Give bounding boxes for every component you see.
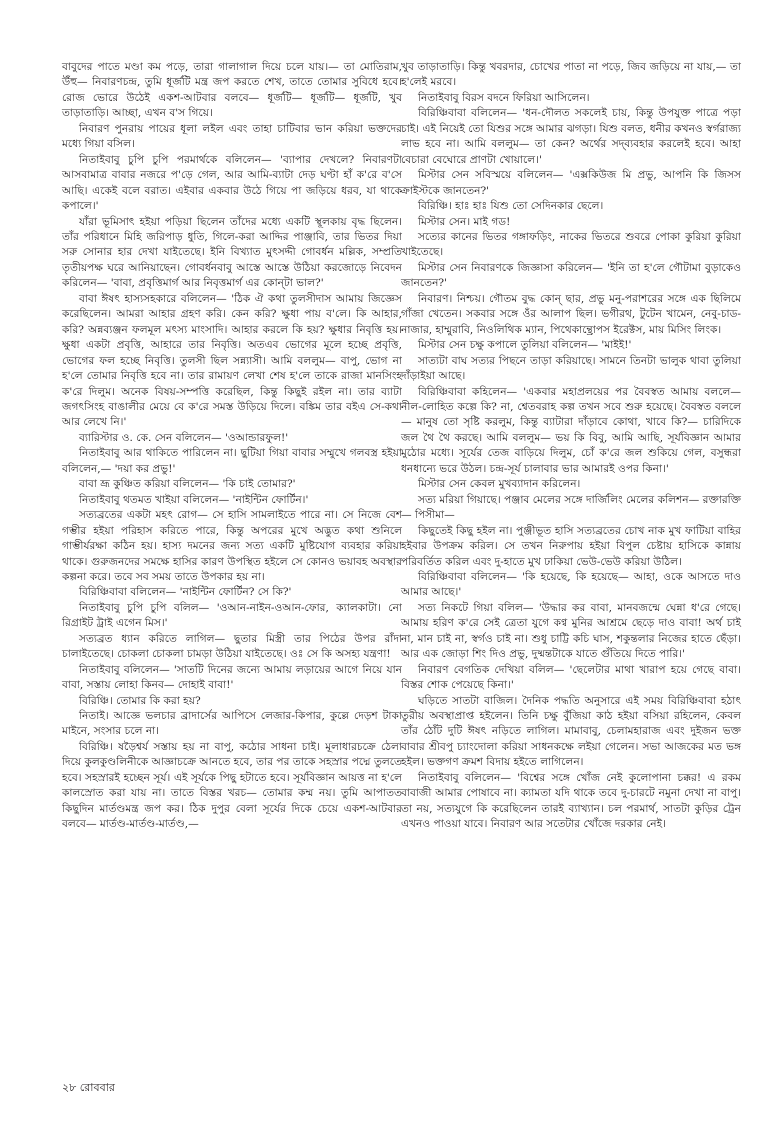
paragraph: মিস্টার সেন। মাই গড! <box>417 215 511 228</box>
paragraph: সাত্যটা বাঘ সত্যর পিছনে তাড়া করিয়াছে। সামনে তিনটা ভালুক থাবা তুলিয়া দাঁড়াইয়া আছে। <box>401 354 741 383</box>
paragraph: কিছুতেই কিছু হইল না। পুঞ্জীভূত হাসি সত্যব্রতের চোখ নাক মুখ ফাটিয়া বাহির হইবার উপক্রম করিল। সে তখন নিরুপায় হইয়া বিপুল চেষ্টায় হাসিকে কান্নায় পরিবর্তিত করিল এবং দু-হাতে মুখ ঢাকিয়া ভেউ-ভেউ করিয়া উঠিল। <box>401 524 741 568</box>
right-text-column <box>401 60 741 833</box>
paragraph: বিরিঞ্চিবাবা বলিলেন— 'ধন-দৌলত সকলেই চায়, কিন্তু উপযুক্ত পাত্রে পড়া চাই। এই নিয়েই তো যিশুর সঙ্গে আমার ঝগড়া। যিশু বলত, ধনীর কখনও স্বর্গরাজ্য লাভ হবে না। আমি বললুম— তা কেন? অর্থের সদ্‌ব্যবহার করলেই হবে। আহা বেচারা বেঘোরে প্রাণটা খোয়ালে।' <box>401 107 741 166</box>
paragraph: সত্যব্রতের একটা মহৎ রোগ— সে হাসি সামলাইতে পারে না। সে নিজে বেশ গম্ভীর হইয়া পরিহাস করিতে পারে, কিন্তু অপরের মুখে অদ্ভুত কথা শুনিলে গাম্ভীর্যরক্ষা কঠিন হয়। হাস্য দমনের জন্য সত্য একটি মুষ্টিযোগ ব্যবহার করিয়া থাকে। গুরুজনদের সমক্ষে হাসির কারণ উপস্থিত হইলে সে কোনও ভয়াবহ অবস্থার কল্পনা করে। তবে সব সময় তাতে উপকার হয় না। <box>62 509 402 583</box>
paragraph: সত্য নিকটে গিয়া বলিল— 'উদ্ধার কর বাবা, মানবজন্মে ঘেন্না ধ'রে গেছে। আমায় হরিণ ক'রে সেই ত্রেতা যুগে কণ্ব মুনির আশ্রমে ছেড়ে দাও বাবা! অর্থ চাই না, মান চাই না, স্বর্গও চাই না। শুধু চাট্টি কচি ঘাস, শকুন্তলার নিজের হাতে ছেঁড়া। আর এক জোড়া শিং দিও প্রভু, দুষ্মন্তটাকে যাতে গুঁতিয়ে দিতে পারি।' <box>401 601 741 661</box>
paragraph: নিতাইবাবু আর থাকিতে পারিলেন না। ছুটিয়া গিয়া বাবার সম্মুখে গলবস্ত্র হইয়া বলিলেন,— 'দয়া কর প্রভু!' <box>62 447 402 475</box>
paragraph: ঘড়িতে সাতটা বাজিল। দৈনিক পদ্ধতি অনুসারে এই সময় বিরিঞ্চিবাবা হঠাৎ তুরীয় অবস্থাপ্রাপ্ত হইলেন। তিনি চক্ষু বুঁজিয়া কাঠ হইয়া বসিয়া রহিলেন, কেবল তাঁর ঠোঁট দুটি ঈষৎ নড়িতে লাগিল। মামাবাবু, চেলামহারাজ এবং দুইজন ভক্ত বাবার শ্রীবপু চ্যাংদোলা করিয়া সাধনকক্ষে লইয়া গেলেন। সভা আজকের মত ভঙ্গ হইল। ভক্তগণ ক্রমশ বিদায় হইতে লাগিলেন। <box>401 694 741 769</box>
paragraph: বাবা ঈষৎ হাস্যসহকারে বলিলেন— 'ঠিক ঐ কথা তুলসীদাস আমায় জিজ্ঞেস করেছিলেন। আমরা আহার গ্রহণ করি। কেন করি? ক্ষুধা পায় ব'লে। কি আহার, করি? অন্নব্যঞ্জন ফলমূল মৎস্য মাংসাদি। আহার করলে কি হয়? ক্ষুধার নিবৃত্তি হয়। ক্ষুধা একটা প্রবৃত্তি, আহারে তার নিবৃত্তি। অতএব ভোগের মূলে হচ্ছে প্রবৃত্তি, ভোগের ফল হচ্ছে নিবৃত্তি। তুলসী ছিল সন্ন্যাসী। আমি বললুম— বাপু, ভোগ না হ'লে তোমার নিবৃত্তি হবে না। তার রামায়ণ লেখা শেষ হ'লে তাকে রাজা মানসিংহ ক'রে দিলুম। অনেক বিষয়-সম্পত্তি করেছিল, কিন্তু কিছুই রইল না। তার ব্যাটা জগৎসিংহ বাঙালীর মেয়ে বে ক'রে সমস্ত উড়িয়ে দিলে। বঙ্কিম তার বইএ সে-কথা আর লেখে নি।' <box>62 292 402 429</box>
paragraph: সত্যব্রত ধ্যান করিতে লাগিল— ছুতার মিস্ত্রী তার পিঠের উপর রাঁদা চালাইতেছে। চোকলা চোকলা চামড়া উঠিয়া যাইতেছে। ওঃ সে কি অসহ্য যন্ত্রণা! <box>62 632 402 661</box>
paragraph: নিবারণ পুনরায় পায়ের ধূলা লইল এবং তাহা চাটিবার ভান করিয়া ভক্তদের মধ্যে গিয়া বসিল। <box>62 122 402 151</box>
paragraph: নিতাইবাবু চুপি চুপি বলিল— 'ওআন-নাইন-ওআন-ফোর, ক্যালকাটা। নো রিগ্রাইট ট্রাই এগেন মিস।' <box>62 601 402 630</box>
paragraph: বাবা ভ্রূ কুঞ্চিত করিয়া বলিলেন— 'কি চাই তোমার?' <box>78 478 296 491</box>
paragraph: নিতাই। আজ্ঞে ভলচার ব্রাদার্সের আপিসে লেজার-কিপার, কুল্লে দেড়শ টাকা মাইনে, সংসার চলে না। <box>62 710 402 738</box>
paragraph: নিতাইবাবু বলিলেন— 'বিশ্বের সঙ্গে খোঁজ নেই কুলোপানা চক্কর! এ রকম বাবাজী আমার পোষাবে না। ক্যামতা যদি থাকে তবে দু-চারটে নমুনা দেখা না বাপু। তা নয়, সত্যযুগে কি করেছিলেন তারই ব্যাখ্যান। চল পরমার্থ, সাতটা কুড়ির ট্রেন এখনও পাওয়া যাবে। নিবারণ আর সতেটার খোঁজে দরকার নেই। <box>401 771 741 831</box>
paragraph: ব্যারিস্টার ও. কে. সেন বলিলেন— 'ওআন্ডারফুল!' <box>78 431 289 444</box>
paragraph: বিরিঞ্চিবাবা বলিলেন— 'কি হয়েছে, কি হয়েছে— আহা, ওকে আসতে দাও আমার আছে।' <box>401 570 741 599</box>
paragraph: নিতাইবাবু থতমত খাইয়া বলিলেন— 'নাইন্টিন ফোর্টিন।' <box>78 493 309 506</box>
paragraph: বিরিঞ্চি। হাঃ হাঃ যিশু তো সেদিনকার ছেলে। <box>417 200 604 213</box>
paragraph: বিরিঞ্চিবাবা কহিলেন— 'একবার মহাপ্রলয়ের পর বৈবস্বত আমায় বললে— নীল-লোহিত কল্পে কি? না, শ্বেতবরাহ কল্প তখন সবে শুরু হয়েছে। বৈবস্বত বললে— মানুষ তো সৃষ্টি করলুম, কিন্তু ব্যাটারা দাঁড়াবে কোথা, খাবে কি?— চারিদিকে জল থৈ থৈ করছে। আমি বললুম— ভয় কি বিবু, আমি আছি, সূর্যবিজ্ঞান আমার মুঠোর মধ্যে। সূর্যের তেজ বাড়িয়ে দিলুম, চোঁ ক'রে জল শুকিয়ে গেল, বসুন্ধরা ধনধান্যে ভরে উঠল। চন্দ্র-সূর্য চালাবার ভার আমারই ওপর কিনা।' <box>401 385 741 475</box>
paragraph: নিতাইবাবু চুপি চুপি পরমার্থকে বলিলেন— 'ব্যাপার দেখলে? নিবারণটা আসবামাত্র বাবার নজরে প'ড়ে গেল, আর আমি-ব্যাটা দেড় ঘণ্টা হাঁ ক'রে ব'সে আছি। একেই বলে বরাত। এইবার একবার উঠে গিয়ে পা জড়িয়ে ধরব, যা থাকে কপালে।' <box>62 153 402 213</box>
paragraph: মিস্টার সেন সবিস্ময়ে বলিলেন— 'এক্সকিউজ মি প্রভু, আপনি কি জিসস ক্রাইস্টকে জানতেন?' <box>401 169 741 197</box>
paragraph: বিরিঞ্চি। তোমার কি করা হয়? <box>78 694 201 707</box>
paragraph: সত্যের কানের ভিতর গঙ্গাফড়িং, নাকের ভিতরে শুবরে পোকা কুরিয়া কুরিয়া খাইতেছে। <box>401 230 741 259</box>
paragraph: বিরিঞ্চিবাবা বলিলেন— 'নাইন্টিন ফোর্টিন? সে কি?' <box>78 586 292 599</box>
page-footer: ২৮ রোববার <box>62 1081 115 1094</box>
paragraph: খুব তাড়াতাড়ি। কিন্তু খবরদার, চোখের পাতা না পড়ে, জিব জড়িয়ে না যায়,— তা হ'লেই মরবে। <box>401 61 741 89</box>
left-text-column <box>62 60 402 833</box>
paragraph: মিস্টার সেন চক্ষু কপালে তুলিয়া বলিলেন— 'মাইই!' <box>417 339 632 352</box>
paragraph: নিবারণ। নিশ্চয়। গৌতম বুদ্ধ কোন্‌ ছার, প্রভু মনু-পরাশরের সঙ্গে এক ছিলিমে গাঁজা খেতেন। সকবার সঙ্গে ওঁর আলাপ ছিল। ভগীরথ, টুটেন খামেন, নেবু-চাড-নাজার, হাম্মুরাবি, নিওলিথিক ম্যান, পিথেকান্থ্রোপস ইরেক্টস, মায় মিসিং লিংক। <box>401 292 741 336</box>
paragraph: সত্য মরিয়া গিয়াছে। পঞ্জাব মেলের সঙ্গে দার্জিলিং মেলের কলিশন— রক্তারক্তি— পিসীমা— <box>401 493 741 522</box>
paragraph: নিতাইবাবু বিরস বদনে ফিরিয়া আসিলেন। <box>417 91 590 104</box>
paragraph: মিস্টার সেন কেবল মুখব্যাদান করিলেন। <box>417 478 581 491</box>
paragraph: বাবুদের পাতে মণ্ডা কম পড়ে, তারা গালাগাল দিয়ে চলে যায়।— তা মোতিরাম, উঁহু— নিবারণচন্দ্র, তুমি ধূর্জটি মন্ত্র জপ করতে শেখ, তাতে তোমার সুবিধে হবে। রোজ ভোরে উঠেই একশ-আটবার বলবে— ধূর্জটি— ধূর্জটি— ধূর্জটি, খুব তাড়াতাড়ি। আচ্ছা, এখন ব'স গিয়ে। <box>62 61 402 120</box>
paragraph: নিতাইবাবু বলিলেন— 'সাতটি দিনের জন্যে আমায় লড়ায়ের আগে নিয়ে যান বাবা, সস্তায় লোহা কিনব— দোহাই বাবা!' <box>62 663 402 692</box>
paragraph: নিবারণ বেগতিক দেখিয়া বলিল— 'ছেলেটার মাথা খারাপ হয়ে গেছে বাবা। বিস্তর শোক পেয়েছে কিনা।' <box>401 663 741 692</box>
paragraph: যাঁরা ভূমিসাৎ হইয়া পড়িয়া ছিলেন তাঁদের মধ্যে একটি স্থূলকায় বৃদ্ধ ছিলেন। তাঁর পরিধানে মিহি জরিপাড় ধুতি, গিলে-করা আদ্দির পাঞ্জাবি, তার ভিতর দিয়া সরু সোনার হার দেখা যাইতেছে। ইনি বিখ্যাত মুৎসদ্দী গোবর্ধন মল্লিক, সম্প্রতি তৃতীয়পক্ষ ঘরে আনিয়াছেন। গোবর্ধনবাবু আস্তে আস্তে উঠিয়া করজোড়ে নিবেদন করিলেন— 'বাবা, প্রবৃত্তিমার্গ আর নিবৃত্তমার্গ এর কোন্‌টা ভাল?' <box>62 215 402 290</box>
paragraph: বিরিঞ্চি। ষড়ৈশ্বর্য সস্তায় হয় না বাপু, কঠোর সাধনা চাই। মূলাধারচক্রে ঠেলা দিয়ে কুলকুণ্ডলিনীকে আজ্ঞাচক্রে আনতে হবে, তার পর তাকে সহস্রার পদ্মে তুলতে হবে। সহস্রারই হচ্ছেন সূর্য। এই সূর্যকে পিছু হটাতে হবে। সূর্যবিজ্ঞান আয়ত্ত না হ'লে কালস্রোত করা যায় না। তাতে বিস্তর খরচ— তোমার কম্ম নয়। তুমি আপাতত কিছুদিন মার্তণ্ডমন্ত্র জপ কর। ঠিক দুপুর বেলা সূর্যের দিকে চেয়ে একশ-আটবার বলবে— মার্তণ্ড-মার্তণ্ড-মার্তণ্ড,— <box>62 740 402 831</box>
paragraph: মিস্টার সেন নিবারণকে জিজ্ঞাসা করিলেন— 'ইনি তা হ'লে গৌটামা বুড়াকেও জানতেন?' <box>401 261 741 290</box>
